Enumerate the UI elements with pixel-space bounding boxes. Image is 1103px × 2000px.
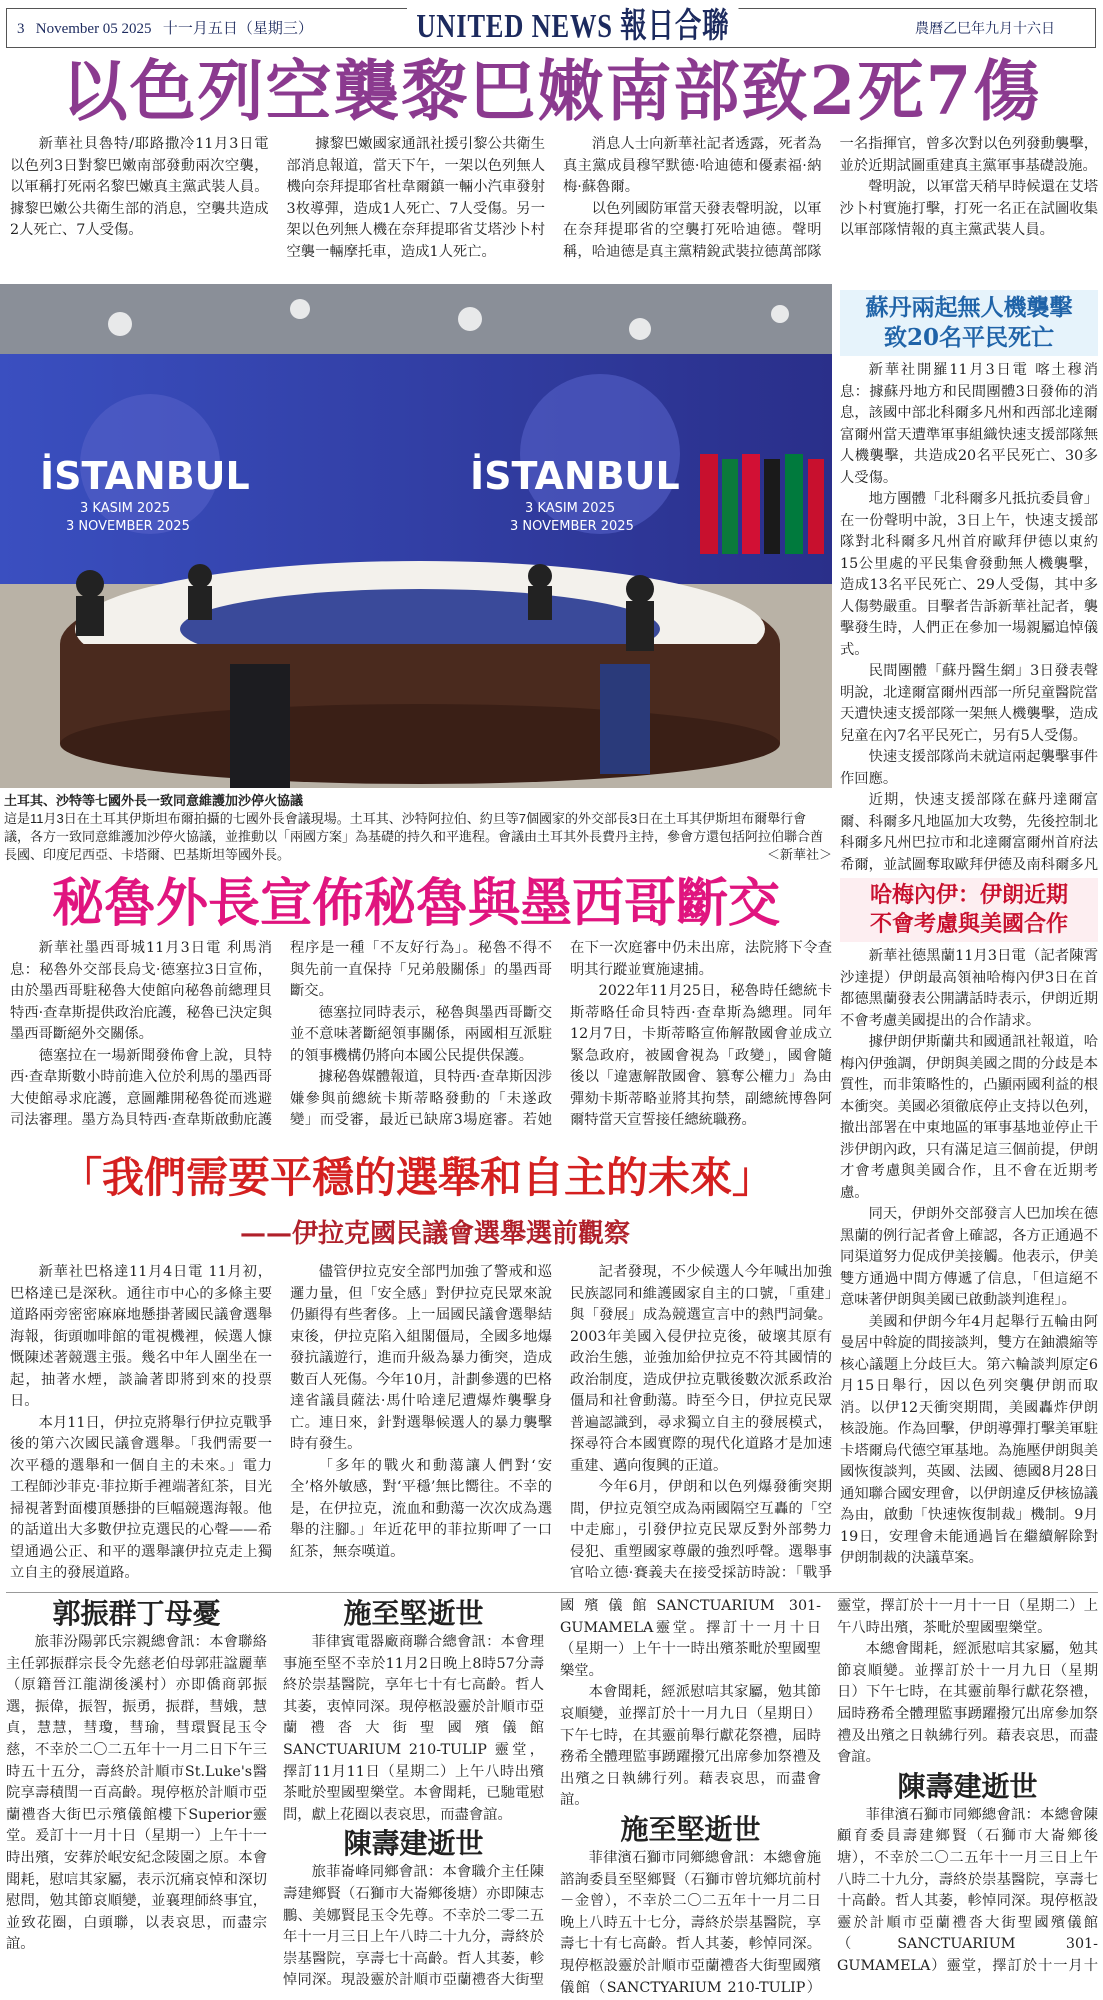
paragraph: 新華社貝魯特/耶路撒冷11月3日電 以色列3日對黎巴嫩南部發動兩次空襲，以軍稱打死兩名黎巴嫩真主黨武裝人員。據黎巴嫩公共衛生部的消息，空襲共造成2人死亡、7人受傷。 <box>10 136 269 238</box>
backdrop-city-2: İSTANBUL <box>470 454 680 498</box>
paragraph: 近期，快速支援部隊在蘇丹達爾富爾、科爾多凡地區加大攻勢，先後控制北科爾多凡州巴拉市和北達爾富爾州首府法希爾，並試圖奪取歐拜伊德及南科爾多凡 <box>840 792 1098 872</box>
paragraph: 聲明說，以軍當天稍早時候還在艾塔沙卜村實施打擊，打死一名正在試圖收集以軍部隊情報的真主黨武裝人員。 <box>839 179 1098 238</box>
obituary-paragraph: 旅菲汾陽郭氏宗親總會訊：本會聯絡主任郭振群宗長令先慈老伯母郭莊諡麗華（原籍晉江龍湖後溪村）亦即僑商郭振選，振偉，振智，振勇，振群，彗娥，慧貞，慧慧，彗瓊，彗瑜，彗環賢昆玉令慈，不幸於二〇二五年十一月二日下午三時五十五分，壽終於計順市St.Luke's醫院享壽積閏一百高齡。現停柩於計順市亞蘭禮沓大街巴示殯儀館樓下Superior靈堂。爰訂十一月十日（星期一）上午十一時出殯，安葬於岷安紀念陵園之原。本會聞耗，慰唁其家屬，表示沉痛哀悼和深切慰問，勉其節哀順變，並襄理師終事宜，並致花圈，白頭聯，以表哀思，而盡宗誼。 <box>6 1634 267 1953</box>
paragraph: 本月11日，伊拉克將舉行伊拉克戰爭後的第六次國民議會選舉。「我們需要一次平穩的選舉和一個自主的未來。」電力工程師沙菲克·菲拉斯手裡端著紅茶，目光掃視著對面樓頂懸掛的巨幅競選海報。他的話道出大多數伊拉克選民的心聲——希望通過公正、和平的選舉讓伊拉克走上獨立自主的發展道路。 <box>10 1414 272 1581</box>
obituary-title: 施至堅逝世 <box>620 1812 761 1846</box>
backdrop-date-tr-2: 3 KASIM 2025 <box>525 501 616 516</box>
paragraph: 德塞拉同時表示，秘魯與墨西哥斷交並不意味著斷絕領事關係，兩國相互派駐的領事機構仍將向本國公民提供保護。 <box>290 1004 552 1064</box>
obituary-paragraph: 菲律賓電器廠商聯合總會訊：本會理事施至堅不幸於11月2日晚上8時57分壽終於崇基醫院，享年七十有七高齡。哲人其萎，衷悼同深。現停柩設靈於計順市亞蘭禮沓大街聖國殯儀館 SANCTUARIUM 210-TULIP 靈堂，擇訂11月11日（星期二）上午八時出殯茶毗於聖國聖樂堂。本會聞耗，已馳電慰問，獻上花圈以表哀思，而盡會誼。 <box>283 1634 544 1823</box>
article-iran <box>840 946 1098 1591</box>
headline-line: 致20名平民死亡 <box>883 324 1054 351</box>
meeting-photo-illustration <box>0 284 832 788</box>
paragraph: 據伊朗伊斯蘭共和國通訊社報道，哈梅內伊強調，伊朗與美國之間的分歧是本質性，而非策略性的，凸顯兩國利益的根本衝突。美國必須徹底停止支持以色列，撤出部署在中東地區的軍事基地並停止干涉伊朗內政，只有滿足這三個前提，伊朗才會考慮與美國合作，且不會在近期考慮。 <box>840 1034 1098 1201</box>
masthead-bar <box>6 8 1096 48</box>
obituary-title: 施至堅逝世 <box>343 1597 484 1630</box>
caption-text: 這是11月3日在土耳其伊斯坦布爾拍攝的七國外長會議現場。土耳其、沙特阿拉伯、約旦等7個國家的外交部長3日在土耳其伊斯坦布爾舉行會議，各方一致同意維護加沙停火協議，並推動以「兩國方案」為基礎的持久和平進程。會議由土耳其外長費丹主持，參會方還包括阿拉伯聯合酋長國、印度尼西亞、卡塔爾、巴基斯坦等國外長。 <box>4 811 824 862</box>
paragraph: 新華社德黑蘭11月3日電（記者陳霄 沙達提）伊朗最高領袖哈梅內伊3日在首都德黑蘭發表公開講話時表示，伊朗近期不會考慮美國提出的合作請求。 <box>840 948 1098 1029</box>
backdrop-date-en-2: 3 NOVEMBER 2025 <box>510 519 634 534</box>
headline-line: 不會考慮與美國合作 <box>869 911 1068 937</box>
paragraph: 據黎巴嫩國家通訊社援引黎公共衛生部消息報道，當天下午，一架以色列無人機向奈拜提耶省杜韋爾鎮一輛小汽車發射3枚導彈，造成1人死亡、7人受傷。另一架以色列無人機在奈拜提耶省艾塔沙卜村空襲一輛摩托車，造成1人死亡。 <box>286 136 545 260</box>
paragraph: 同天，伊朗外交部發言人巴加埃在德黑蘭的例行記者會上確認，各方正通過不同渠道努力促成伊美接觸。他表示，伊美雙方通過中間方傳遞了信息，「但這絕不意味著伊朗與美國已啟動談判進程」。 <box>840 1206 1098 1308</box>
headline-peru-mexico: 秘魯外長宣佈秘魯與墨西哥斷交 <box>51 873 780 934</box>
paragraph: 快速支援部隊尚未就這兩起襲擊事件作回應。 <box>840 749 1098 787</box>
headline-line: 哈梅內伊：伊朗近期 <box>869 882 1068 908</box>
article-sudan <box>840 360 1098 872</box>
obituary-title: 陳壽建逝世 <box>343 1827 484 1861</box>
paragraph: 今年6月，伊朗和以色列爆發衝突期間，伊拉克領空成為兩國隔空互轟的「空中走廊」，引發伊拉克民眾反對外部勢力侵犯、重塑國家尊嚴的強烈呼聲。選舉事官哈立德·賽義夫在接受採訪時說：「戰爭 <box>570 1479 832 1581</box>
obituary-title: 郭振群丁母憂 <box>52 1597 221 1630</box>
headline-line: 蘇丹兩起無人機襲擊 <box>865 294 1073 321</box>
paragraph: 2022年11月25日，秘魯時任總統卡斯蒂略任命貝特西·查韋斯為總理。同年12月7日，卡斯蒂略宣佈解散國會並成立緊急政府，被國會視為「政變」，國會隨後以「違憲解散國會、篡奪公權力」為由彈劾卡斯蒂略並將其拘禁，副總統博魯阿爾特當天宣誓接任總統職務。 <box>570 983 832 1128</box>
paragraph: 地方團體「北科爾多凡抵抗委員會」在一份聲明中說，3日上午，快速支援部隊對北科爾多凡州首府歐拜伊德以東約15公里處的平民集會發動無人機襲擊，造成13名平民死亡、29人受傷，其中多人傷勢嚴重。目擊者告訴新華社記者，襲擊發生時，人們正在參加一場親屬追悼儀式。 <box>840 491 1098 658</box>
paragraph: 新華社開羅11月3日電 喀土穆消息：據蘇丹地方和民間團體3日發佈的消息，該國中部北科爾多凡州和西部北達爾富爾州當天遭準軍事組織快速支援部隊無人機襲擊，共造成20名平民死亡、30多人受傷。 <box>840 362 1098 486</box>
article-israel-lebanon <box>10 134 1098 280</box>
backdrop-city: İSTANBUL <box>40 454 250 498</box>
subtitle-iraq-election: ——伊拉克國民議會選舉選前觀察 <box>240 1219 631 1249</box>
caption-credit: ＜新華社＞ <box>766 847 832 862</box>
obituary-title: 陳壽建逝世 <box>897 1769 1038 1803</box>
lunar-date: 農曆乙巳年九月十六日 <box>915 21 1055 37</box>
obituary-paragraph: 本總會聞耗，經派慰唁其家屬，勉其節哀順變。並擇訂於十一月九日（星期日）下午七時，在其靈前舉行獻花祭禮，屆時務希全體理監事踴躍撥冗出席參加祭禮及出殯之日執紼行列。藉表哀思，而盡會誼。 <box>837 1641 1098 1766</box>
sidebar <box>840 290 1098 1591</box>
section-divider <box>6 1592 1098 1593</box>
headline-israel-lebanon: 以色列空襲黎巴嫩南部致2死7傷 <box>61 52 1042 130</box>
paragraph: 「多年的戰火和動蕩讓人們對‘安全’格外敏感，對‘平穩’無比嚮往。不幸的是，在伊拉克，流血和動蕩一次次成為選舉的注腳。」年近花甲的菲拉斯呷了一口紅茶，無奈嘆道。 <box>290 1457 552 1560</box>
article-iraq-election <box>10 1262 832 1586</box>
headline-iraq-election: 「我們需要平穩的選舉和自主的未來」 <box>60 1153 775 1202</box>
paragraph: 據秘魯媒體報道，貝特西·查韋斯因涉嫌參與前總統卡斯蒂略發動的「未遂政變」而受審，最近已缺席3場庭審。若她在下一次庭審中仍未出席，法院將下令查明其行蹤並實施逮捕。 <box>290 940 832 1128</box>
headline-iran <box>840 878 1098 942</box>
news-photo-istanbul-meeting <box>0 284 832 788</box>
paragraph: 新華社墨西哥城11月3日電 利馬消息：秘魯外交部長烏戈·德塞拉3日宣佈，由於墨西哥駐秘魯大使館向秘魯前總理貝特西·查韋斯提供政治庇護，秘魯已決定與墨西哥斷絕外交關係。 <box>10 940 272 1042</box>
article-peru-mexico <box>10 938 832 1134</box>
date-chinese: 十一月五日（星期三） <box>162 21 313 37</box>
obituaries-section <box>6 1596 1098 2000</box>
date-english: November 05 2025 <box>35 21 152 37</box>
photo-caption <box>4 792 832 864</box>
paragraph: 記者發現，不少候選人今年喊出加強民族認同和維護國家自主的口號，「重建」與「發展」成為競選宣言中的熱門詞彙。2003年美國入侵伊拉克後，破壞其原有政治生態，並強加給伊拉克不符其國情的政治制度，造成伊拉克戰後數次派系政治僵局和社會動蕩。時至今日，伊拉克民眾普遍認識到，尋求獨立自主的發展模式，探尋符合本國實際的現代化道路才是加速重建、邁向復興的正道。 <box>570 1264 832 1474</box>
headline-sudan <box>840 290 1098 356</box>
page-number: 3 <box>17 21 25 37</box>
paragraph: 美國和伊朗今年4月起舉行五輪由阿曼居中斡旋的間接談判，雙方在鈾濃縮等核心議題上分歧巨大。第六輪談判原定6月15日舉行，因以色列突襲伊朗而取消。以伊12天衝突期間，美國轟炸伊朗核設施。作為回擊，伊朗導彈打擊美軍駐卡塔爾烏代德空軍基地。為施壓伊朗與美國恢復談判，英國、法國、德國8月28日通知聯合國安理會，以伊朗違反伊核協議為由，啟動「快速恢復制裁」機制。9月19日，安理會未能通過旨在繼續解除對伊朗制裁的決議草案。 <box>840 1313 1098 1566</box>
paragraph: 儘管伊拉克安全部門加強了警戒和巡邏力量，但「安全感」對伊拉克民眾來說仍顯得有些奢侈。上一屆國民議會選舉結束後，伊拉克陷入組閣僵局，全國多地爆發抗議遊行，進而升級為暴力衝突，造成數百人死傷。今年10月，計劃參選的巴格達省議員薩法·馬什哈達尼遭爆炸襲擊身亡。連日來，針對選舉候選人的暴力襲擊時有發生。 <box>290 1264 552 1452</box>
masthead-title: UNITED NEWS 報日合聯 <box>407 0 739 47</box>
paragraph: 新華社巴格達11月4日電 11月初，巴格達已是深秋。通往市中心的多條主要道路兩旁密密麻麻地懸掛著國民議會選舉海報，街頭咖啡館的電視機裡，候選人慷慨陳述著競選主張。幾名中年人圍坐在一起，抽著水煙，談論著即將到來的投票日。 <box>10 1264 272 1409</box>
backdrop-date-tr: 3 KASIM 2025 <box>80 501 171 516</box>
caption-title: 土耳其、沙特等七國外長一致同意維護加沙停火協議 <box>4 793 304 808</box>
obituary-paragraph: 旅菲崙峰同鄉會訊：本會職介主任陳壽建鄉賢（石獅市大崙鄉後塘）亦即陳志鵬、美娜賢昆玉令先尊。不幸於二零二五年十一月三日上午八時二十九分，壽終於崇基醫院，享壽七十高齡。哲人其萎，軫悼同深。現設靈於計順市亞蘭禮沓大街聖國殯儀館SANCTUARIUM 301-GUMAMELA靈堂。擇訂十一月十日（星期一）上午十一時出殯茶毗於聖國聖樂堂。 <box>283 1598 821 1989</box>
obituary-paragraph: 本會聞耗，經派慰唁其家屬，勉其節哀順變，並擇訂於十一月九日（星期日）下午七時，在其靈前舉行獻花祭禮，屆時務希全體理監事踴躍撥冗出席參加祭禮及出殯之日執紼行列。藉表哀思，而盡會誼。 <box>560 1684 821 1809</box>
paragraph: 民間團體「蘇丹醫生網」3日發表聲明說，北達爾富爾州西部一所兒童醫院當天遭快速支援部隊一架無人機襲擊，造成兒童在內7名平民死亡，另有5人受傷。 <box>840 663 1098 744</box>
header-date <box>17 17 397 38</box>
paragraph: 德塞拉在一場新聞發佈會上說，貝特西·查韋斯數小時前進入位於利馬的墨西哥大使館尋求庇護，意圖離開秘魯從而逃避司法審理。墨方為貝特西·查韋斯啟動庇護程序是一種「不友好行為」。秘魯不得不與先前一直保持「兄弟般關係」的墨西哥斷交。 <box>10 940 552 1128</box>
paragraph: 以色列國防軍當天發表聲明說，以軍在奈拜提耶省的空襲打死哈迪德。聲明稱，哈迪德是真主黨精銳武裝拉德萬部隊一名指揮官，曾多次對以色列發動襲擊，並於近期試圖重建真主黨軍事基礎設施。 <box>563 136 1098 260</box>
paragraph: 消息人士向新華社記者透露，死者為真主黨成員穆罕默德·哈迪德和優素福·納梅·蘇魯爾。 <box>563 136 822 195</box>
obituary-paragraph: 菲律濱石獅市同鄉總會訊：本總會施諮詢委員至堅鄉賢（石獅市曾坑鄉坑前村－金曾），不幸於二〇二五年十一月二日晚上八時五十七分，壽終於崇基醫院，享壽七十有七高齡。哲人其萎，軫悼同深。現停柩設靈於計順市亞蘭禮沓大街聖國殯儀館（SANCTYARIUM 210-TULIP）靈堂，擇訂於十一月十一日（星期二）上午八時出殯，茶毗於聖國聖樂堂。 <box>560 1598 1098 1996</box>
obituary-paragraph: 菲律濱石獅市同鄉總會訊：本總會陳顧育委員壽建鄉賢（石獅市大崙鄉後塘），不幸於二〇二五年十一月三日上午八時二十九分，壽終於崇基醫院，享壽七十高齡。哲人其萎，軫悼同深。現停柩設靈於計順市亞蘭禮沓大街聖國殯儀館（SANCTUARIUM 301-GUMAMELA）靈堂，擇訂於十一月十 <box>837 1806 1098 1974</box>
backdrop-date-en: 3 NOVEMBER 2025 <box>66 519 190 534</box>
